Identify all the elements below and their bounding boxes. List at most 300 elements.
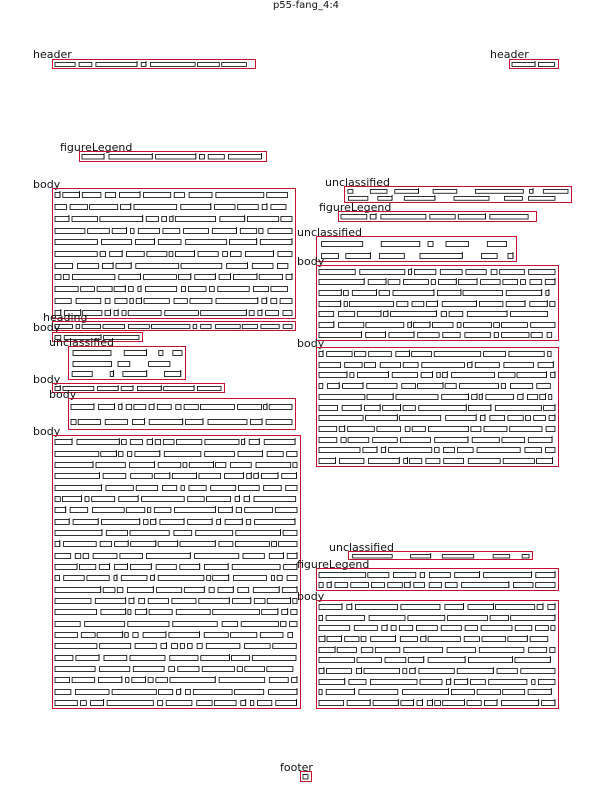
- text-glyph: [446, 416, 477, 421]
- text-glyph: [546, 427, 555, 432]
- text-glyph: [225, 474, 244, 479]
- text-glyph: [530, 190, 534, 194]
- text-glyph: [319, 680, 345, 685]
- text-glyph: [435, 448, 440, 453]
- text-glyph: [249, 440, 259, 445]
- text-glyph: [292, 678, 298, 683]
- text-glyph: [457, 323, 461, 328]
- region-label: body: [297, 590, 325, 603]
- text-glyph: [55, 325, 72, 329]
- text-glyph: [103, 325, 125, 329]
- text-glyph: [65, 311, 81, 316]
- text-glyph: [428, 242, 433, 247]
- text-glyph: [73, 520, 98, 525]
- text-glyph: [78, 264, 99, 269]
- text-glyph: [245, 508, 273, 513]
- text-glyph: [230, 240, 257, 245]
- region-label: heading: [43, 311, 88, 324]
- text-glyph: [546, 448, 555, 453]
- text-glyph: [172, 599, 196, 604]
- text-glyph: [143, 633, 166, 638]
- unclassified-region: [344, 186, 572, 203]
- text-glyph: [63, 275, 69, 280]
- text-glyph: [542, 701, 555, 706]
- text-glyph-layer: [69, 347, 185, 379]
- text-glyph: [319, 448, 360, 453]
- text-glyph: [62, 497, 81, 502]
- body-region: [316, 600, 559, 709]
- text-glyph: [208, 420, 247, 425]
- text-glyph: [82, 193, 101, 198]
- text-glyph: [254, 474, 258, 479]
- text-glyph: [477, 448, 520, 453]
- text-glyph: [198, 252, 218, 257]
- text-glyph: [411, 555, 431, 559]
- text-glyph: [369, 616, 405, 621]
- text-glyph: [281, 622, 286, 627]
- region-label: body: [49, 388, 77, 401]
- text-glyph: [433, 190, 457, 194]
- text-glyph: [437, 373, 440, 378]
- text-glyph: [490, 616, 508, 621]
- text-glyph: [532, 680, 535, 685]
- text-glyph: [471, 680, 486, 685]
- text-glyph: [219, 275, 231, 280]
- text-glyph-layer: [53, 60, 255, 68]
- text-glyph: [530, 280, 542, 285]
- text-glyph: [121, 387, 133, 391]
- text-glyph: [412, 352, 432, 357]
- text-glyph: [161, 644, 167, 649]
- text-glyph: [396, 352, 410, 357]
- text-glyph: [201, 311, 247, 316]
- text-glyph: [397, 302, 408, 307]
- text-glyph: [91, 701, 104, 706]
- text-glyph: [443, 701, 465, 706]
- text-glyph: [181, 205, 211, 210]
- text-glyph: [421, 637, 426, 642]
- text-glyph: [98, 678, 122, 683]
- text-glyph: [408, 323, 412, 328]
- text-glyph: [401, 438, 431, 443]
- text-glyph: [55, 622, 80, 627]
- text-glyph-layer: [317, 569, 558, 590]
- text-glyph: [504, 363, 534, 368]
- text-glyph: [97, 287, 112, 292]
- text-glyph: [126, 678, 129, 683]
- text-glyph: [445, 605, 464, 610]
- text-glyph: [214, 701, 236, 706]
- text-glyph: [345, 637, 359, 642]
- text-glyph: [132, 420, 144, 425]
- text-glyph: [527, 395, 537, 400]
- text-glyph: [271, 287, 288, 292]
- text-glyph: [373, 701, 398, 706]
- body-region: [52, 383, 225, 393]
- text-glyph: [174, 508, 215, 513]
- text-glyph: [393, 291, 434, 296]
- text-glyph: [319, 406, 338, 411]
- text-glyph: [347, 605, 352, 610]
- text-glyph: [435, 438, 468, 443]
- text-glyph: [510, 427, 542, 432]
- text-glyph: [327, 352, 352, 357]
- text-glyph: [112, 690, 156, 695]
- text-glyph: [416, 626, 437, 631]
- text-glyph: [489, 680, 527, 685]
- text-glyph: [511, 312, 548, 317]
- text-glyph: [319, 637, 325, 642]
- text-glyph: [529, 270, 555, 275]
- region-label: header: [33, 48, 72, 61]
- text-glyph: [370, 215, 376, 220]
- text-glyph: [164, 452, 201, 457]
- text-glyph: [125, 633, 128, 638]
- text-glyph: [55, 633, 78, 638]
- text-glyph: [471, 427, 481, 432]
- text-glyph: [55, 252, 97, 257]
- text-glyph: [538, 63, 554, 67]
- text-glyph: [258, 701, 272, 706]
- text-glyph: [319, 690, 322, 695]
- text-glyph: [129, 287, 134, 292]
- text-glyph: [439, 280, 457, 285]
- text-glyph: [339, 312, 355, 317]
- text-glyph: [400, 416, 441, 421]
- text-glyph: [267, 667, 293, 672]
- text-glyph: [455, 573, 480, 578]
- text-glyph: [502, 438, 525, 443]
- text-glyph: [418, 384, 444, 389]
- text-glyph: [465, 626, 477, 631]
- page-title: p55-fang_4:4: [272, 0, 340, 11]
- text-glyph: [83, 554, 89, 559]
- text-glyph: [487, 242, 506, 247]
- text-glyph: [130, 463, 155, 468]
- text-glyph: [293, 463, 297, 468]
- text-glyph: [414, 270, 436, 275]
- text-glyph: [55, 474, 99, 479]
- text-glyph: [239, 486, 260, 491]
- text-glyph: [449, 312, 463, 317]
- text-glyph: [258, 311, 262, 316]
- text-glyph: [400, 637, 417, 642]
- text-glyph: [107, 701, 153, 706]
- text-glyph: [222, 622, 238, 627]
- text-glyph: [434, 352, 481, 357]
- text-glyph: [544, 406, 555, 411]
- text-glyph: [134, 405, 146, 410]
- text-glyph: [197, 701, 212, 706]
- text-glyph: [369, 352, 392, 357]
- text-glyph: [188, 497, 205, 502]
- text-glyph: [252, 656, 296, 661]
- text-glyph: [357, 312, 381, 317]
- text-glyph: [181, 287, 185, 292]
- text-glyph: [123, 372, 147, 377]
- text-glyph: [159, 690, 173, 695]
- text-glyph: [322, 242, 363, 247]
- region-label: unclassified: [329, 541, 394, 554]
- text-glyph: [446, 242, 469, 247]
- text-glyph-layer: [510, 60, 558, 68]
- text-glyph: [81, 287, 95, 292]
- text-glyph: [55, 452, 99, 457]
- text-glyph: [393, 573, 415, 578]
- text-glyph: [128, 610, 131, 615]
- text-glyph: [216, 193, 264, 198]
- text-glyph: [185, 690, 190, 695]
- text-glyph: [360, 270, 405, 275]
- text-glyph: [370, 190, 387, 194]
- text-glyph: [421, 373, 432, 378]
- text-glyph: [259, 275, 282, 280]
- text-glyph: [468, 459, 500, 464]
- text-glyph: [247, 217, 278, 222]
- text-glyph: [261, 325, 279, 329]
- text-glyph: [272, 542, 277, 547]
- text-glyph: [319, 459, 336, 464]
- text-glyph: [236, 508, 241, 513]
- text-glyph: [291, 610, 297, 615]
- text-glyph: [381, 242, 420, 247]
- text-glyph: [100, 542, 112, 547]
- text-glyph: [55, 588, 101, 593]
- text-glyph: [366, 323, 404, 328]
- text-glyph: [137, 387, 161, 391]
- text-glyph: [349, 680, 366, 685]
- text-glyph: [219, 542, 233, 547]
- text-glyph: [458, 280, 477, 285]
- text-glyph: [538, 680, 555, 685]
- text-glyph: [356, 669, 361, 674]
- text-glyph: [383, 406, 401, 411]
- text-glyph: [283, 325, 292, 329]
- region-label: figureLegend: [319, 201, 392, 214]
- text-glyph: [364, 363, 375, 368]
- text-glyph: [55, 599, 91, 604]
- text-glyph: [131, 229, 134, 234]
- text-glyph: [218, 588, 233, 593]
- text-glyph: [106, 531, 127, 536]
- text-glyph: [472, 438, 499, 443]
- text-glyph: [72, 372, 92, 377]
- text-glyph: [122, 311, 126, 316]
- text-glyph: [442, 555, 473, 559]
- text-glyph: [169, 633, 200, 638]
- text-glyph: [130, 656, 165, 661]
- text-glyph: [55, 656, 73, 661]
- text-glyph-layer: [317, 266, 558, 340]
- text-glyph: [186, 240, 227, 245]
- text-glyph: [55, 610, 97, 615]
- text-glyph: [151, 576, 155, 581]
- text-glyph: [127, 588, 153, 593]
- text-glyph: [158, 463, 181, 468]
- text-glyph: [85, 497, 89, 502]
- text-glyph: [403, 690, 449, 695]
- text-glyph: [55, 690, 71, 695]
- text-glyph: [276, 701, 297, 706]
- text-glyph: [204, 633, 228, 638]
- region-label: figureLegend: [297, 558, 370, 571]
- text-glyph: [220, 217, 245, 222]
- body-region: [68, 398, 296, 430]
- figure-legend-region: [338, 211, 537, 222]
- text-glyph: [78, 420, 100, 425]
- text-glyph: [73, 351, 111, 356]
- text-glyph: [217, 520, 221, 525]
- text-glyph: [71, 420, 76, 425]
- text-glyph: [460, 384, 499, 389]
- text-glyph: [549, 395, 552, 400]
- text-glyph: [269, 678, 288, 683]
- text-glyph: [225, 520, 242, 525]
- text-glyph: [405, 427, 410, 432]
- text-glyph: [158, 576, 204, 581]
- text-glyph: [536, 583, 555, 588]
- text-glyph: [282, 474, 297, 479]
- text-glyph: [319, 605, 342, 610]
- text-glyph: [193, 325, 197, 329]
- text-glyph: [100, 667, 130, 672]
- text-glyph: [98, 387, 119, 391]
- text-glyph: [344, 291, 349, 296]
- text-glyph: [404, 280, 429, 285]
- text-glyph: [267, 599, 290, 604]
- text-glyph: [129, 599, 134, 604]
- text-glyph: [484, 573, 532, 578]
- text-glyph: [238, 588, 249, 593]
- text-glyph: [150, 63, 195, 67]
- text-glyph: [105, 299, 110, 304]
- text-glyph: [408, 658, 423, 663]
- text-glyph-layer: [317, 237, 516, 261]
- text-glyph: [466, 270, 486, 275]
- text-glyph: [128, 311, 161, 316]
- text-glyph: [410, 669, 416, 674]
- text-glyph: [550, 648, 555, 653]
- region-label: header: [490, 48, 529, 61]
- text-glyph: [426, 459, 440, 464]
- text-glyph: [408, 616, 445, 621]
- text-glyph: [202, 667, 234, 672]
- text-glyph: [468, 363, 472, 368]
- text-glyph-layer: [339, 212, 536, 221]
- text-glyph: [88, 229, 110, 234]
- text-glyph: [435, 701, 441, 706]
- text-glyph: [389, 448, 432, 453]
- text-glyph: [55, 299, 71, 304]
- text-glyph: [163, 440, 174, 445]
- text-glyph: [355, 352, 366, 357]
- text-glyph: [114, 576, 117, 581]
- text-glyph: [254, 599, 265, 604]
- text-glyph: [184, 229, 209, 234]
- text-glyph: [443, 333, 460, 338]
- text-glyph: [495, 406, 541, 411]
- text-glyph: [173, 351, 182, 356]
- text-glyph: [319, 616, 323, 621]
- text-glyph: [64, 336, 101, 340]
- text-glyph: [178, 275, 190, 280]
- text-glyph: [404, 583, 410, 588]
- text-glyph: [529, 197, 556, 201]
- text-glyph: [261, 474, 278, 479]
- text-glyph: [209, 588, 214, 593]
- text-glyph: [233, 599, 251, 604]
- text-glyph: [102, 520, 140, 525]
- region-label: body: [297, 255, 325, 268]
- text-glyph: [267, 452, 283, 457]
- text-glyph: [545, 280, 555, 285]
- text-glyph: [55, 508, 66, 513]
- text-glyph: [119, 452, 124, 457]
- text-glyph: [134, 205, 177, 210]
- text-glyph: [480, 416, 485, 421]
- text-glyph: [463, 291, 503, 296]
- text-glyph: [72, 275, 115, 280]
- text-glyph: [448, 616, 488, 621]
- text-glyph: [277, 576, 282, 581]
- text-glyph: [506, 291, 542, 296]
- text-glyph: [345, 363, 362, 368]
- text-glyph: [184, 405, 198, 410]
- text-glyph: [76, 325, 80, 329]
- text-glyph: [367, 395, 393, 400]
- text-glyph: [452, 373, 495, 378]
- text-glyph: [275, 508, 297, 513]
- text-glyph: [103, 588, 115, 593]
- text-glyph: [465, 333, 490, 338]
- text-glyph: [231, 633, 257, 638]
- text-glyph: [207, 576, 211, 581]
- text-glyph: [522, 555, 529, 559]
- text-glyph: [247, 474, 252, 479]
- text-glyph: [55, 531, 102, 536]
- text-glyph: [213, 610, 260, 615]
- text-glyph: [271, 205, 286, 210]
- text-glyph: [82, 325, 100, 329]
- text-glyph: [55, 275, 61, 280]
- text-glyph: [79, 63, 92, 67]
- text-glyph: [188, 644, 193, 649]
- text-glyph: [369, 459, 400, 464]
- text-glyph: [326, 616, 364, 621]
- text-glyph: [75, 554, 81, 559]
- text-glyph: [55, 565, 77, 570]
- text-glyph: [188, 520, 212, 525]
- region-label: footer: [280, 761, 313, 774]
- text-glyph: [55, 264, 73, 269]
- text-glyph: [135, 644, 156, 649]
- text-glyph: [319, 573, 366, 578]
- text-glyph: [132, 678, 146, 683]
- text-glyph: [549, 416, 555, 421]
- text-glyph: [131, 474, 153, 479]
- text-glyph: [536, 573, 555, 578]
- text-glyph: [206, 644, 240, 649]
- text-glyph: [432, 323, 453, 328]
- region-label: body: [33, 425, 61, 438]
- text-glyph: [475, 190, 523, 194]
- text-glyph: [422, 363, 465, 368]
- text-glyph: [414, 583, 425, 588]
- region-label: unclassified: [325, 176, 390, 189]
- text-glyph: [437, 291, 461, 296]
- text-glyph: [259, 229, 263, 234]
- text-glyph: [475, 363, 499, 368]
